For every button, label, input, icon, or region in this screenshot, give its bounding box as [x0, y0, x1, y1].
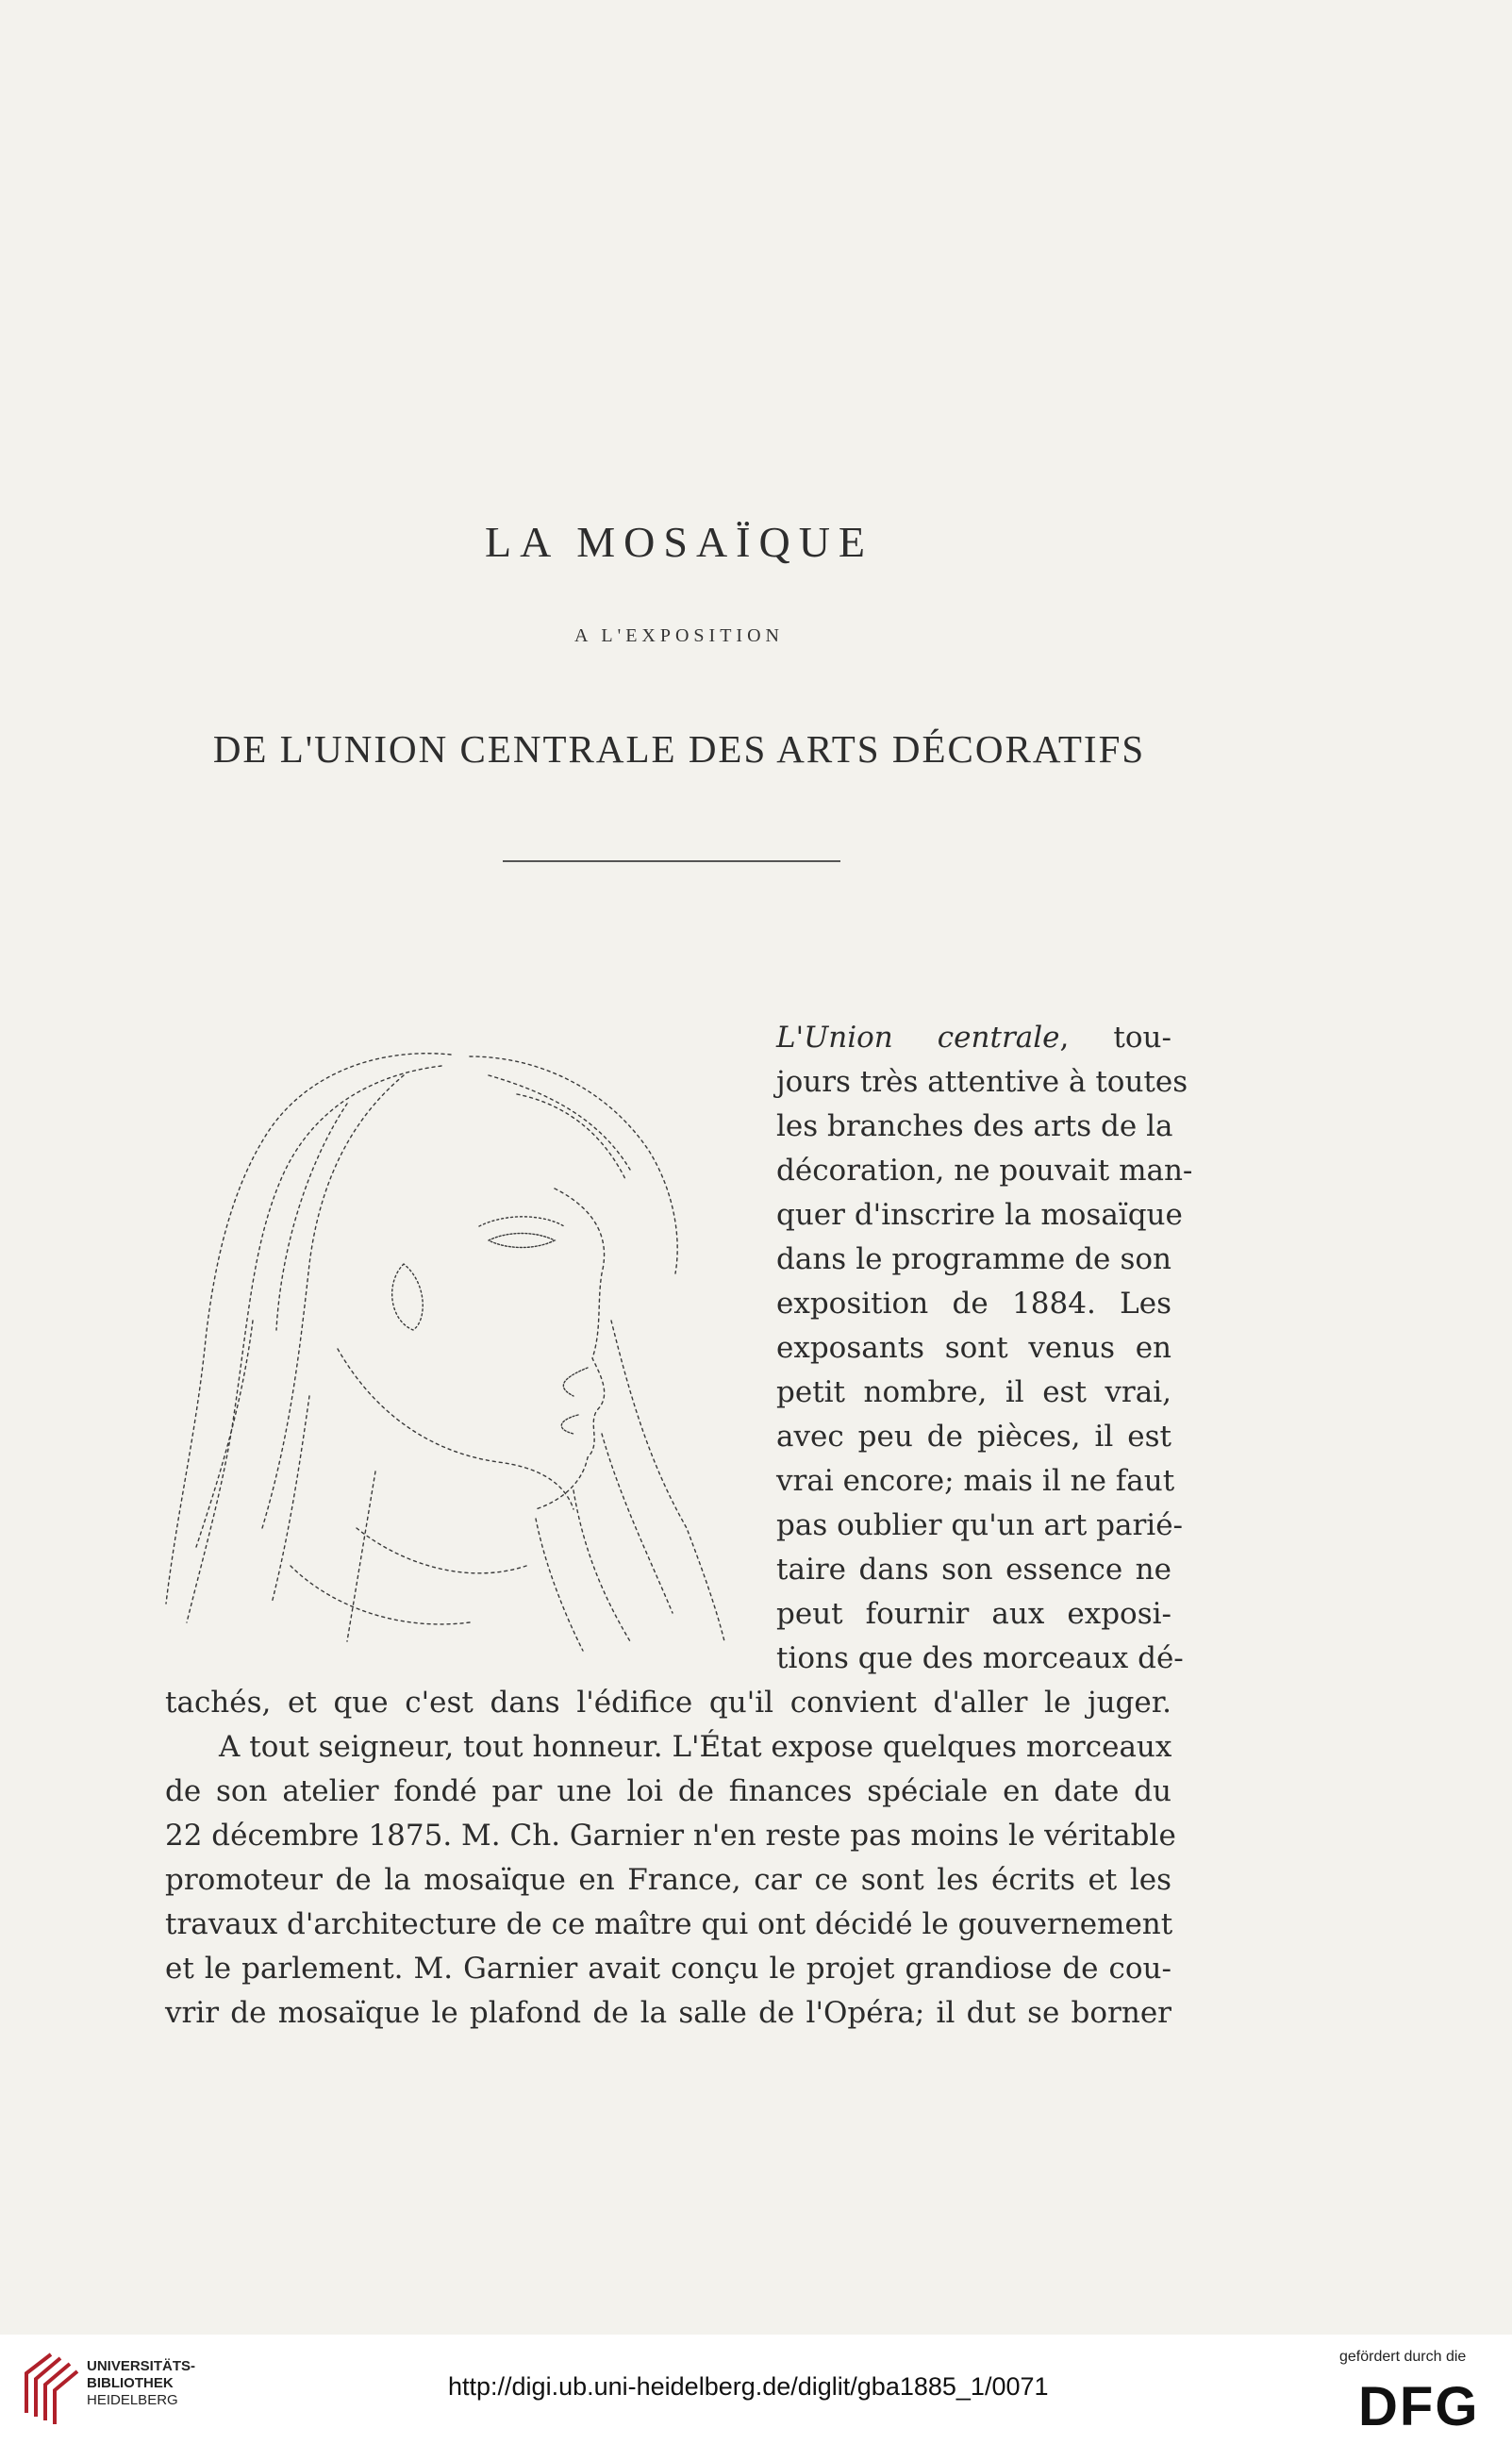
text-line: avec peu de pièces, il est [776, 1420, 1171, 1454]
divider-rule [503, 860, 840, 862]
text-line: pas oublier qu'un art parié- [776, 1508, 1184, 1542]
text-line: travaux d'architecture de ce maître qui ont décidé le gouvernement [165, 1907, 1173, 1941]
portrait-illustration [158, 1038, 781, 1660]
text-line: peut fournir aux exposi- [776, 1597, 1171, 1631]
text-line: vrir de mosaïque le plafond de la salle de l'Opéra; il dut se borner [165, 1996, 1171, 2030]
page-permalink[interactable]: http://digi.ub.uni-heidelberg.de/diglit/gba1885_1/0071 [448, 2372, 1049, 2401]
university-library-logo-icon[interactable] [17, 2351, 81, 2424]
text-line: les branches des arts de la [776, 1109, 1173, 1143]
text-line: A tout seigneur, tout honneur. L'État expose quelques morceaux [219, 1730, 1172, 1764]
text-line: 22 décembre 1875. M. Ch. Garnier n'en reste pas moins le véritable [165, 1819, 1176, 1853]
text-line: exposants sont venus en [776, 1331, 1171, 1365]
text-line: tions que des morceaux dé- [776, 1641, 1184, 1675]
text-line: de son atelier fondé par une loi de finances spéciale en date du [165, 1774, 1171, 1808]
text-line: vrai encore; mais il ne faut [776, 1464, 1175, 1498]
article-title: LA MOSAÏQUE [484, 518, 874, 566]
italic-lead: L'Union centrale [776, 1021, 1060, 1055]
text-line: et le parlement. M. Garnier avait conçu le projet grandiose de cou- [165, 1952, 1171, 1986]
text-line: dans le programme de son [776, 1242, 1171, 1276]
text-line: quer d'inscrire la mosaïque [776, 1198, 1183, 1232]
funding-caption: gefördert durch die [1339, 2349, 1467, 2365]
text-line: tachés, et que c'est dans l'édifice qu'il convient d'aller le juger. [165, 1686, 1171, 1720]
text-line: décoration, ne pouvait man- [776, 1154, 1193, 1188]
dfg-logo[interactable]: DFG [1358, 2376, 1480, 2437]
text-line: L'Union centrale, tou- [776, 1021, 1171, 1055]
text-line: petit nombre, il est vrai, [776, 1375, 1171, 1409]
article-heading: DE L'UNION CENTRALE DES ARTS DÉCORATIFS [212, 727, 1146, 771]
text-line: jours très attentive à toutes [776, 1065, 1188, 1099]
article-subtitle: A L'EXPOSITION [574, 625, 784, 646]
university-library-name[interactable]: UNIVERSITÄTS- BIBLIOTHEK HEIDELBERG [87, 2358, 196, 2408]
text-line: promoteur de la mosaïque en France, car ce sont les écrits et les [165, 1863, 1171, 1897]
text-line: exposition de 1884. Les [776, 1287, 1171, 1321]
text-line: taire dans son essence ne [776, 1553, 1171, 1587]
